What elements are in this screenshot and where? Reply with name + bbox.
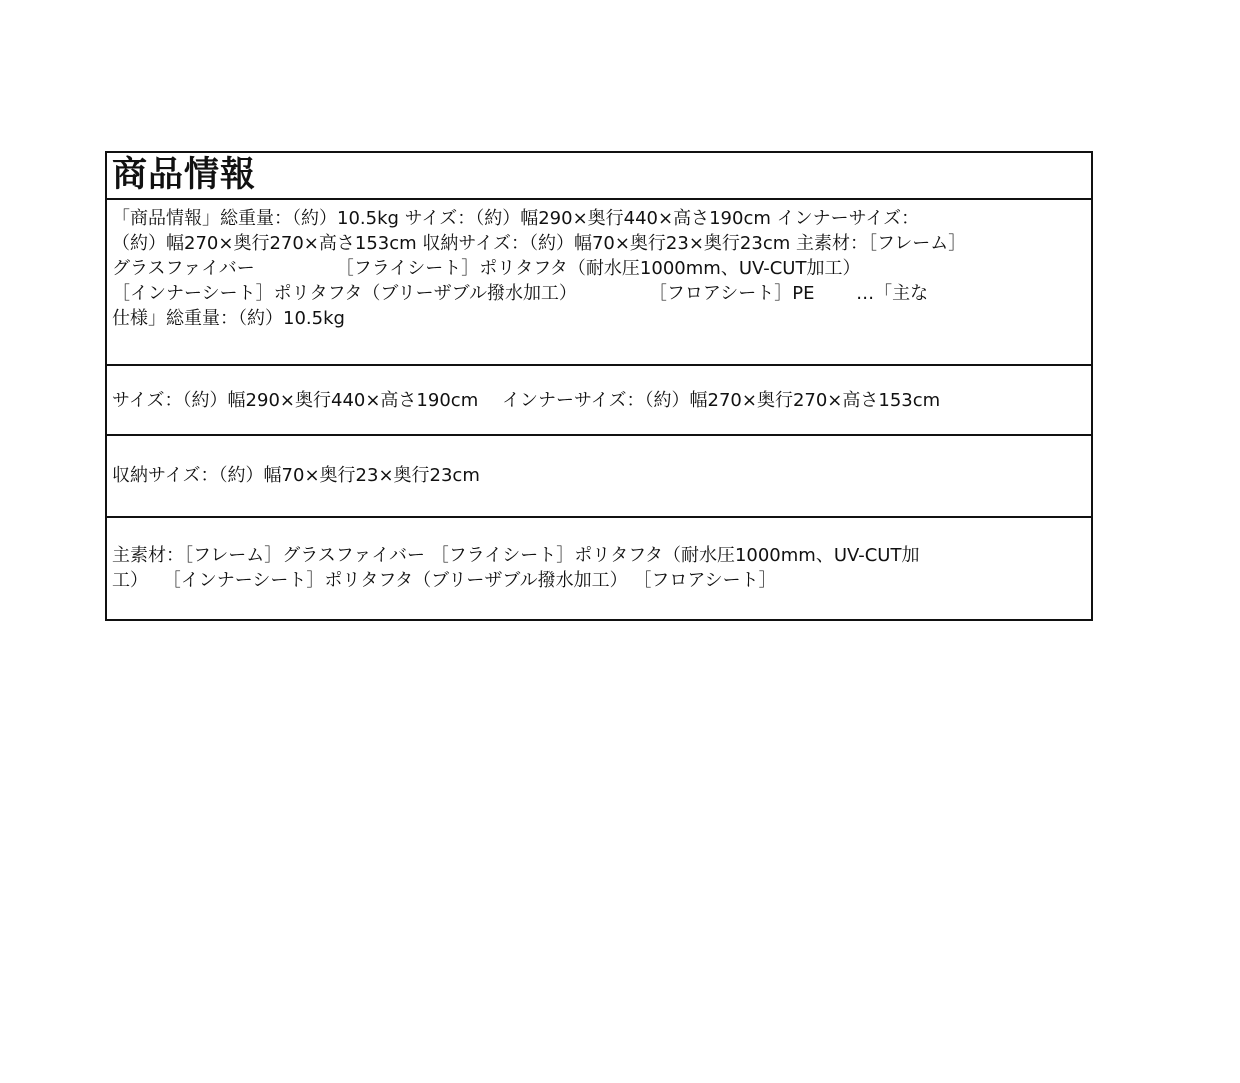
- summary-line: （約）幅270×奥行270×高さ153cm 収納サイズ：（約）幅70×奥行23×奥行23cm 主素材：［フレーム］: [112, 233, 967, 254]
- material-line: 主素材：［フレーム］グラスファイバー ［フライシート］ポリタフタ（耐水圧1000mm、UV-CUT加: [112, 545, 920, 566]
- size-text: サイズ：（約）幅290×奥行440×高さ190cm インナーサイズ：（約）幅270×奥行270×高さ153cm: [112, 390, 941, 411]
- summary-line: グラスファイバー ［フライシート］ポリタフタ（耐水圧1000mm、UV-CUT加工）: [112, 258, 861, 279]
- material-row: [107, 518, 1091, 619]
- storage-row: [107, 436, 1091, 518]
- summary-row: [107, 200, 1091, 366]
- title-row: [107, 153, 1091, 200]
- material-line: 工） ［インナーシート］ポリタフタ（ブリーザブル撥水加工） ［フロアシート］: [112, 570, 777, 591]
- summary-line: 「商品情報」総重量：（約）10.5kg サイズ：（約）幅290×奥行440×高さ190cm インナーサイズ：: [112, 208, 920, 229]
- storage-size-text: 収納サイズ：（約）幅70×奥行23×奥行23cm: [112, 465, 480, 486]
- summary-line: 仕様」総重量：（約）10.5kg: [112, 308, 345, 329]
- summary-line: ［インナーシート］ポリタフタ（ブリーザブル撥水加工） ［フロアシート］PE …「主な: [112, 283, 929, 304]
- size-row: [107, 366, 1091, 436]
- product-info-table: [105, 151, 1093, 621]
- section-title: 商品情報: [112, 155, 257, 195]
